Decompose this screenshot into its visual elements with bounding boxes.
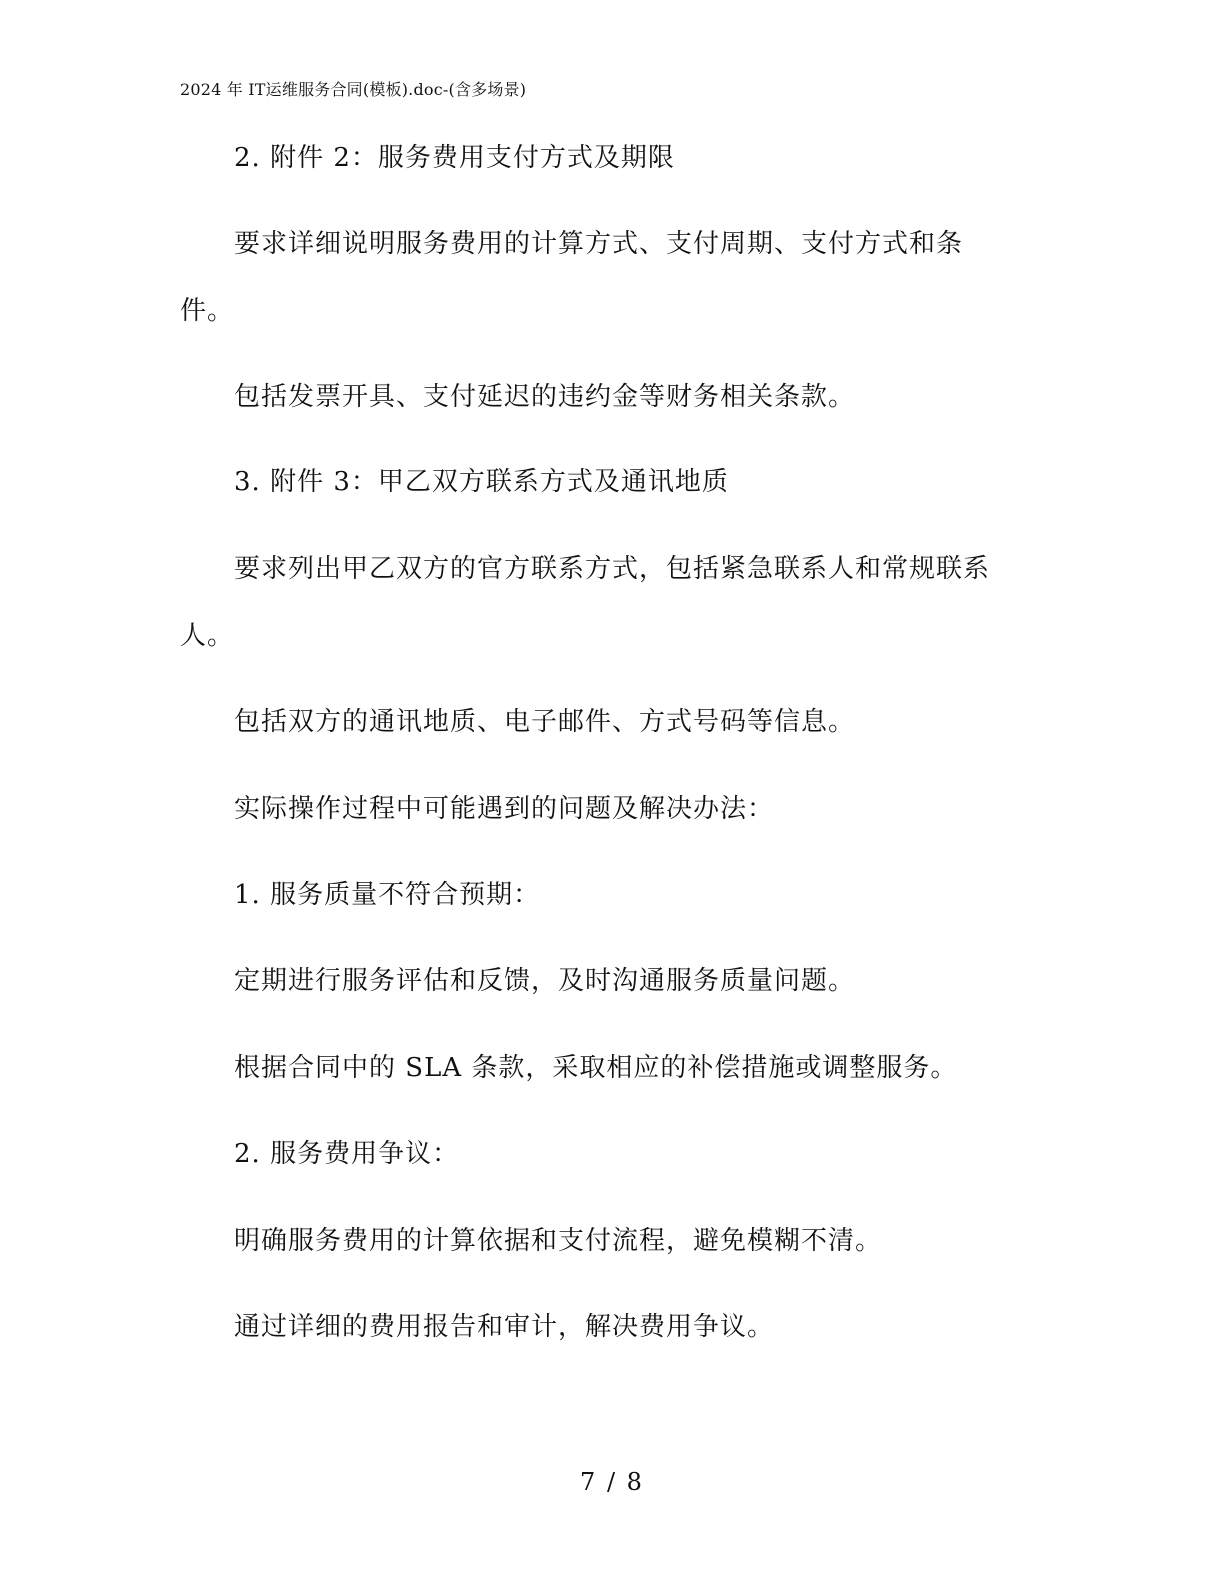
issue-1-heading: 1. 服务质量不符合预期：	[234, 880, 541, 910]
paragraph: 通过详细的费用报告和审计，解决费用争议。	[234, 1312, 775, 1342]
paragraph: 明确服务费用的计算依据和支付流程，避免模糊不清。	[234, 1226, 883, 1256]
paragraph-continuation: 人。	[180, 621, 235, 651]
paragraph: 包括双方的通讯地质、电子邮件、方式号码等信息。	[234, 707, 856, 737]
section-heading: 实际操作过程中可能遇到的问题及解决办法：	[234, 794, 775, 824]
attachment-3-heading: 3. 附件 3：甲乙双方联系方式及通讯地质	[234, 467, 729, 497]
paragraph: 包括发票开具、支付延迟的违约金等财务相关条款。	[234, 382, 856, 412]
issue-2-heading: 2. 服务费用争议：	[234, 1139, 460, 1169]
paragraph-continuation: 件。	[180, 296, 235, 326]
attachment-2-heading: 2. 附件 2：服务费用支付方式及期限	[234, 143, 675, 173]
page-number: 7 / 8	[580, 1468, 644, 1496]
document-header: 2024 年 IT运维服务合同(模板).doc-(含多场景)	[180, 80, 527, 99]
paragraph: 根据合同中的 SLA 条款，采取相应的补偿措施或调整服务。	[234, 1053, 958, 1083]
paragraph: 要求列出甲乙双方的官方联系方式，包括紧急联系人和常规联系	[234, 554, 991, 584]
paragraph: 定期进行服务评估和反馈，及时沟通服务质量问题。	[234, 966, 856, 996]
paragraph: 要求详细说明服务费用的计算方式、支付周期、支付方式和条	[234, 229, 964, 259]
